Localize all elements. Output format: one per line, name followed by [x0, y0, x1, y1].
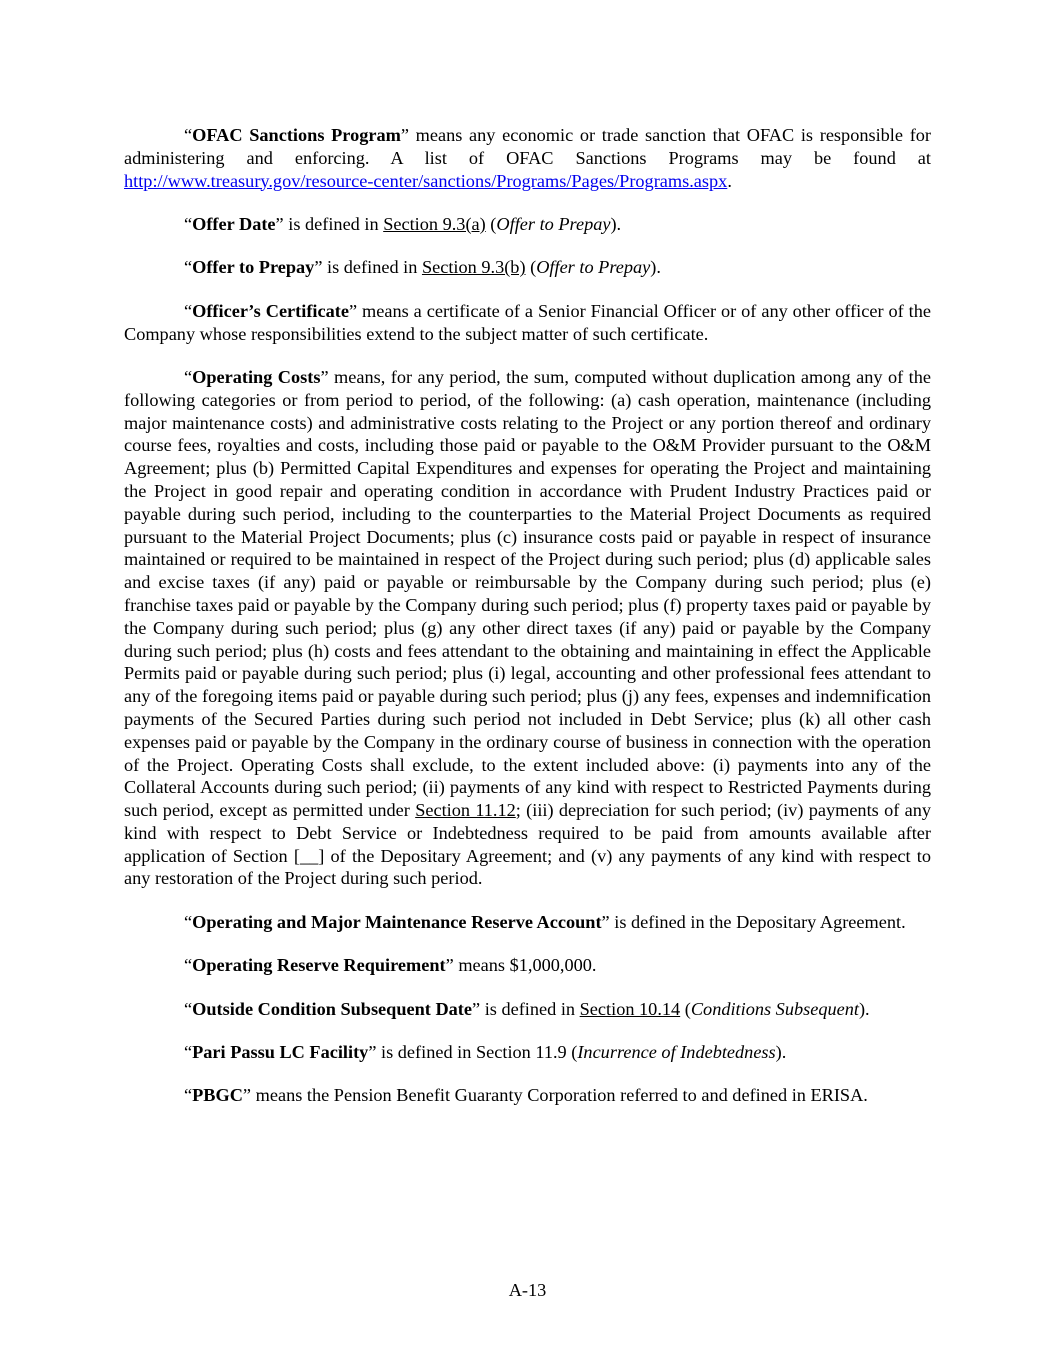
definition-text: means any economic or trade sanction that OFAC is responsible for administering and enforcing. A list of OFAC Sanctions Programs may be found at — [124, 125, 932, 168]
definition-officers-certificate: “Officer’s Certificate” means a certificate of a Senior Financial Officer or of any other officer of the Company whose responsibilities extend to the subject matter of such certificate. — [124, 300, 931, 344]
definition-operating-costs: “Operating Costs” means, for any period, the sum, computed without duplication among any of the following categories or from period to period, of the following: (a) cash operation, maintenance (including major maintenance costs) and administrative costs relating to the Project or any portion thereof and ordinary course fees, royalties and costs, including those paid or payable to the O&M Provider pursuant to the O&M Agreement; plus (b) Permitted Capital Expenditures and expenses for operating the Project and maintaining the Project in good repair and operating condition in accordance with Prudent Industry Practices paid or payable during such period, including to the counterparties to the Material Project Documents as required pursuant to the Material Project Documents; plus (c) insurance costs paid or payable in respect of insurance maintained or required to be maintained in respect of the Project during such period; plus (d) applicable sales and excise taxes (if any) paid or payable or reimbursable by the Company during such period; plus (e) franchise taxes paid or payable by the Company during such period; plus (f) property taxes paid or payable by the Company during such period; plus (g) any other direct taxes (if any) paid or payable by the Company during such period; plus (h) costs and fees attendant to the obtaining and maintaining in effect the Applicable Permits paid or payable during such period; plus (i) legal, accounting and other professional fees attendant to any of the foregoing items paid or payable during such period; plus (j) any fees, expenses and indemnification payments of the Secured Parties during such period not included in Debt Service; plus (k) all other cash expenses paid or payable by the Company in the ordinary course of business in connection with the operation of the Project. Operating Costs shall exclude, to the extent included above: (i) payments into any of the Collateral Accounts during such period; (ii) payments of any kind with respect to Restricted Payments during such period, except as permitted under Section 11.12; (iii) depreciation for such period; (iv) payments of any kind with respect to Debt Service or Indebtedness required to be paid from amounts available after application of Section [__] of the Depositary Agreement; and (v) any payments of any kind with respect to any restoration of the Project during such period. — [124, 366, 931, 889]
defined-term: Operating and Major Maintenance Reserve Account — [192, 911, 602, 932]
section-title: Conditions Subsequent — [690, 998, 859, 1019]
definition-operating-reserve-requirement: “Operating Reserve Requirement” means $1,000,000. — [184, 955, 597, 976]
definition-outside-condition-subsequent-date: “Outside Condition Subsequent Date” is defined in Section 10.14 (Conditions Subsequent). — [184, 998, 870, 1019]
definition-operating-major-maintenance-reserve: “Operating and Major Maintenance Reserve Account” is defined in the Depositary Agreement. — [184, 911, 906, 932]
defined-term: Offer to Prepay — [192, 257, 315, 278]
section-reference: Section 11.12 — [415, 800, 516, 821]
defined-term: Outside Condition Subsequent Date — [192, 998, 472, 1019]
definition-offer-date: “Offer Date” is defined in Section 9.3(a) (Offer to Prepay). — [184, 213, 622, 234]
defined-term: Operating Reserve Requirement — [192, 955, 446, 976]
section-reference: Section 10.14 — [579, 998, 681, 1019]
definition-ofac-sanctions-program: “OFAC Sanctions Program” means any economic or trade sanction that OFAC is responsible for administering and enforcing. A list of OFAC Sanctions Programs may be found at http://www.treasury.gov/resource-center/sanctions/Programs/Pages/Programs.aspx. — [124, 125, 932, 191]
defined-term: Officer’s Certificate — [192, 300, 349, 321]
defined-term: OFAC Sanctions Program — [192, 125, 401, 145]
definition-pari-passu-lc-facility: “Pari Passu LC Facility” is defined in Section 11.9 (Incurrence of Indebtedness). — [184, 1042, 787, 1063]
section-title: Offer to Prepay — [496, 213, 611, 234]
treasury-link[interactable]: http://www.treasury.gov/resource-center/sanctions/Programs/Pages/Programs.aspx — [124, 170, 728, 191]
section-reference: Section 9.3(a) — [383, 213, 486, 234]
document-page — [124, 124, 931, 1128]
section-reference: Section 9.3(b) — [421, 257, 526, 278]
section-title: Offer to Prepay — [536, 257, 651, 278]
definition-pbgc: “PBGC” means the Pension Benefit Guaranty Corporation referred to and defined in ERISA. — [184, 1085, 868, 1106]
defined-term: Offer Date — [192, 213, 276, 234]
defined-term: Pari Passu LC Facility — [192, 1042, 369, 1063]
defined-term: PBGC — [192, 1085, 243, 1106]
section-title: Incurrence of Indebtedness — [577, 1042, 776, 1063]
page-number: A-13 — [508, 1280, 547, 1300]
definition-offer-to-prepay: “Offer to Prepay” is defined in Section 9.3(b) (Offer to Prepay). — [184, 257, 661, 278]
defined-term: Operating Costs — [192, 366, 321, 387]
